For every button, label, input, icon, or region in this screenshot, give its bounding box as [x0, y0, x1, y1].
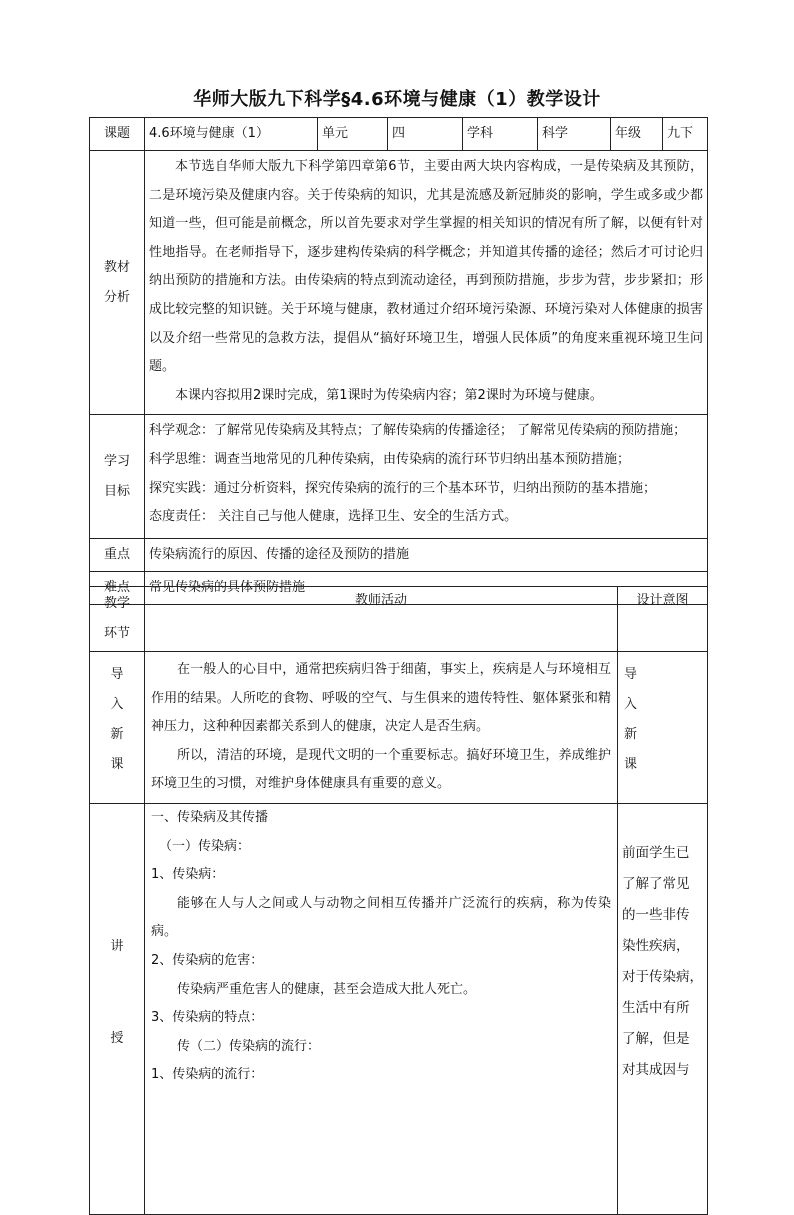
lecture-intent-line-6: 生活中有所	[622, 999, 690, 1016]
lecture-subheading-2: 传（二）传染病的流行：	[177, 1038, 321, 1054]
intro-stage-char-3: 新	[110, 727, 124, 742]
analysis-row	[90, 151, 708, 415]
teaching-process-table	[89, 586, 708, 1215]
difficulty-value: 常见传染病的具体预防措施	[145, 571, 708, 604]
intro-stage	[90, 652, 145, 804]
teacher-activity-header: 教师活动	[145, 587, 618, 652]
lecture-stage-2: 授	[110, 1030, 124, 1046]
intro-intent-char-4: 课	[624, 757, 638, 772]
lecture-heading: 一、传染病及其传播	[151, 809, 269, 825]
lecture-subheading-1: （一）传染病：	[159, 838, 251, 854]
analysis-label-1: 教材	[103, 259, 130, 275]
subject-label: 学科	[463, 118, 538, 151]
lecture-item-3: 3、传染病的特点：	[151, 1010, 264, 1026]
analysis-label-2: 分析	[103, 289, 130, 305]
page-title: 华师大版九下科学§4.6环境与健康（1）教学设计	[193, 89, 601, 110]
objectives-content	[145, 415, 708, 538]
analysis-content	[145, 151, 708, 415]
lecture-intent	[618, 803, 708, 1214]
lecture-intent-line-2: 了解了常见	[622, 875, 690, 892]
unit-value: 四	[388, 118, 463, 151]
analysis-paragraph-1: 本节选自华师大版九下科学第四章第6节，主要由两大块内容构成，一是传染病及其预防，二是环境污染及健康内容。关于传染病的知识，尤其是流感及新冠肺炎的影响，学生或多或少都知道一些，但可能是前概念，所以首先要求对学生掌握的相关知识的情况有所了解，以便有针对性地指导。在老师指导下，逐步建构传染病的科学概念；并知道其传播的途径；然后才可讨论归纳出预防的措施和方法。由传染病的特点到流动途径，再到预防措施，步步为营，步步紧扣；形成比较完整的知识链。关于环境与健康，教材通过介绍环境污染源、环境污染对人体健康的损害以及介绍一些常见的急救方法，提倡从“搞好环境卫生，增强人民体质”的角度来重视环境卫生问题。	[149, 159, 703, 375]
objective-practice: 探究实践：通过分析资料，探究传染病的流行的三个基本环节，归纳出预防的基本措施；	[149, 480, 657, 496]
lecture-intent-line-8: 对其成因与	[622, 1061, 690, 1078]
objective-thinking: 科学思维：调查当地常见的几种传染病，由传染病的流行环节归纳出基本预防措施；	[149, 451, 631, 467]
course-value: 4.6环境与健康（1）	[145, 118, 318, 151]
lecture-content	[145, 803, 618, 1214]
objective-attitude: 态度责任： 关注自己与他人健康，选择卫生、安全的生活方式。	[149, 509, 518, 525]
lecture-item-4: 1、传染病的流行：	[151, 1067, 264, 1083]
key-point-label: 重点	[90, 538, 145, 571]
intro-intent-char-1: 导	[624, 667, 638, 682]
subject-value: 科学	[538, 118, 611, 151]
lecture-row	[90, 803, 708, 1214]
objectives-label-2: 目标	[103, 483, 130, 499]
lecture-intent-line-4: 染性疾病，	[622, 937, 690, 954]
grade-value: 九下	[663, 118, 708, 151]
intro-paragraph-1: 在一般人的心目中，通常把疾病归咎于细菌，事实上，疾病是人与环境相互作用的结果。人所吃的食物、呼吸的空气、与生俱来的遗传特性、躯体紧张和精神压力，这种种因素都关系到人的健康，决定人是否生病。	[151, 662, 611, 735]
intro-paragraph-2: 所以，清洁的环境，是现代文明的一个重要标志。搞好环境卫生，养成维护环境卫生的习惯，对维护身体健康具有重要的意义。	[151, 747, 611, 792]
intro-intent-char-3: 新	[624, 727, 638, 742]
difficulty-label: 难点	[90, 571, 145, 604]
lecture-intent-line-7: 了解，但是	[622, 1030, 690, 1047]
intro-intent	[618, 652, 708, 804]
lecture-stage-1: 讲	[110, 938, 124, 954]
objective-concept: 科学观念：了解常见传染病及其特点；了解传染病的传播途径； 了解常见传染病的预防措施；	[149, 423, 687, 439]
key-point-row	[90, 538, 708, 571]
intro-stage-char-1: 导	[110, 667, 124, 682]
unit-label: 单元	[318, 118, 388, 151]
intro-intent-char-2: 入	[624, 697, 638, 712]
lecture-harm: 传染病严重危害人的健康，甚至会造成大批人死亡。	[177, 981, 477, 997]
objectives-label-1: 学习	[103, 453, 130, 469]
lesson-info-table	[89, 117, 708, 605]
lecture-item-2: 2、传染病的危害：	[151, 952, 264, 968]
analysis-label	[90, 151, 145, 415]
process-header-row	[90, 587, 708, 652]
analysis-paragraph-2: 本课内容拟用2课时完成，第1课时为传染病内容；第2课时为环境与健康。	[175, 387, 603, 403]
lecture-definition: 能够在人与人之间或人与动物之间相互传播并广泛流行的疾病，称为传染病。	[151, 895, 611, 940]
lecture-intent-line-5: 对于传染病，	[622, 968, 703, 985]
stage-header-2: 环节	[103, 626, 130, 641]
lecture-stage	[90, 803, 145, 1214]
intro-content	[145, 652, 618, 804]
lecture-item-1: 1、传染病：	[151, 867, 225, 883]
grade-label: 年级	[611, 118, 663, 151]
objectives-label	[90, 415, 145, 538]
header-row	[90, 118, 708, 151]
stage-header	[90, 587, 145, 652]
course-label: 课题	[90, 118, 145, 151]
intro-stage-char-2: 入	[110, 697, 124, 712]
lecture-intent-line-3: 的一些非传	[622, 906, 690, 923]
objectives-row	[90, 415, 708, 538]
lecture-intent-line-1: 前面学生已	[622, 844, 690, 861]
design-intent-header: 设计意图	[618, 587, 708, 652]
intro-row	[90, 652, 708, 804]
key-point-value: 传染病流行的原因、传播的途径及预防的措施	[145, 538, 708, 571]
stage-header-1: 教学	[103, 596, 130, 611]
intro-stage-char-4: 课	[110, 757, 124, 772]
